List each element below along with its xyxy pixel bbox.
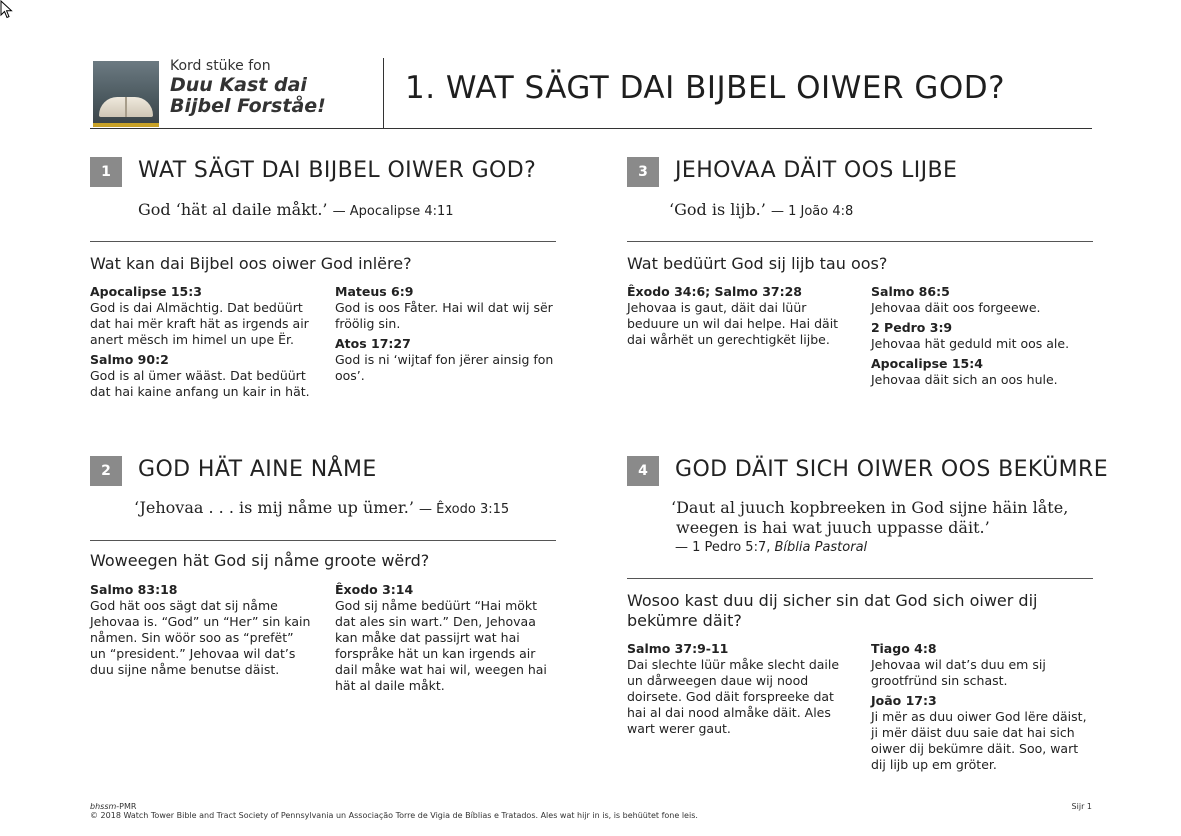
references-left (627, 284, 847, 352)
quote-reference (671, 538, 1068, 558)
reference-text: God hät oos sägt dat sij nåme Jehovaa is. “God” un “Her” sin kain nåmen. Sin wöör soo as “prefët” un “president.” Jehovaa wil dat’s duu sijne nåme benutse däist. (90, 598, 311, 677)
reference-text: Jehovaa däit sich an oos hule. (871, 372, 1058, 387)
quote-reference: — Êxodo 3:15 (419, 502, 510, 517)
reference-title: Salmo 37:9-11 (627, 641, 729, 656)
reference-item (90, 284, 322, 348)
reference-item (335, 284, 556, 332)
references-right (871, 641, 1093, 777)
section-number: 4 (627, 456, 659, 486)
quote-text: God ‘hät al daile måkt.’ (138, 200, 328, 219)
references-left (627, 641, 842, 741)
section-question: Woweegen hät God sij nåme groote wërd? (90, 551, 430, 570)
quote-reference: — Apocalipse 4:11 (332, 204, 454, 219)
quote-text-line: ‘Daut al juuch kopbreeken in God sijne häin låte, (671, 498, 1069, 517)
reference-title: Salmo 90:2 (90, 352, 169, 367)
references-right (335, 284, 556, 388)
quote-reference-prefix: — 1 Pedro 5:7, (675, 540, 775, 555)
publication-code-suffix: -PMR (116, 802, 137, 811)
bible-book-logo (93, 61, 159, 127)
page-title: 1. WAT SÄGT DAI BIJBEL OIWER GOD? (405, 70, 1006, 106)
section-number: 2 (90, 456, 122, 486)
quote-reference: — 1 João 4:8 (770, 204, 854, 219)
section-rule (90, 540, 556, 541)
section-title: JEHOVAA DÄIT OOS LIJBE (675, 158, 958, 183)
publication-code (90, 802, 1092, 811)
publication-code-main: bhssm (90, 802, 117, 811)
reference-item (871, 356, 1093, 388)
reference-item (335, 582, 556, 694)
header-divider (383, 58, 384, 128)
section-title: WAT SÄGT DAI BIJBEL OIWER GOD? (138, 158, 537, 183)
reference-item (335, 336, 556, 384)
reference-item (627, 284, 847, 348)
reference-text: God is oos Fåter. Hai wil dat wij sër fröölig sin. (335, 300, 553, 331)
reference-title: Mateus 6:9 (335, 284, 414, 299)
publication-brand (170, 58, 330, 117)
reference-item (90, 582, 312, 678)
references-left (90, 582, 312, 682)
section-question: Wosoo kast duu dij sicher sin dat God sich oiwer dij bekümre däit? (627, 591, 1038, 630)
reference-text: God is dai Almächtig. Dat bedüürt dat hai mër kraft hät as irgends air anert mësch im himel un upe Ër. (90, 300, 309, 347)
section-question: Wat bedüürt God sij lijb tau oos? (627, 254, 888, 273)
reference-text: Jehovaa hät geduld mit oos ale. (871, 336, 1070, 351)
page-number: Sijr 1 (1071, 802, 1092, 811)
quote-reference-source: Bíblia Pastoral (774, 540, 868, 555)
section-rule (627, 578, 1093, 579)
references-right (871, 284, 1093, 392)
reference-text: God is ni ‘wijtaf fon jërer ainsig fon oos’. (335, 352, 554, 383)
scripture-quote (669, 200, 853, 219)
publication-title: Duu Kast dai Bijbel Forståe! (170, 74, 326, 117)
references-left (90, 284, 322, 404)
reference-title: Êxodo 3:14 (335, 582, 414, 597)
quote-text-line: weegen is hai wat juuch uppasse däit.’ (676, 518, 990, 537)
reference-title: 2 Pedro 3:9 (871, 320, 953, 335)
quote-text: ‘Jehovaa . . . is mij nåme up ümer.’ (134, 498, 414, 517)
reference-title: Apocalipse 15:3 (90, 284, 202, 299)
reference-title: Êxodo 34:6; Salmo 37:28 (627, 284, 802, 299)
section-title: GOD DÄIT SICH OIWER OOS BEKÜMRE (675, 457, 1108, 482)
brand-subtitle: Kord stüke fon (170, 58, 271, 74)
reference-title: Tiago 4:8 (871, 641, 937, 656)
reference-item (871, 693, 1093, 773)
reference-text: God sij nåme bedüürt “Hai mökt dat ales sin wart.” Den, Jehovaa kan måke dat passijrt wat hai forspråke hät un kan irgends air dail måke wat hai wil, weegen hai hät al daile måkt. (335, 598, 547, 693)
reference-title: Apocalipse 15:4 (871, 356, 983, 371)
scripture-quote (671, 498, 1068, 558)
reference-text: Jehovaa is gaut, däit dai lüür beduure un wil dai helpe. Hai däit dai wårhët un gerechtigkët lijbe. (627, 300, 839, 347)
copyright-text: © 2018 Watch Tower Bible and Tract Society of Pennsylvania un Associação Torre de Vigia de Bíblias e Tratados. Ales wat hijr in is, is behüütet fone leis. (90, 811, 698, 820)
section-title: GOD HÄT AINE NÅME (138, 457, 377, 482)
reference-text: God is al ümer wääst. Dat bedüürt dat hai kaine anfang un kair in hät. (90, 368, 310, 399)
section-rule (90, 241, 556, 242)
reference-title: Salmo 86:5 (871, 284, 950, 299)
section-question: Wat kan dai Bijbel oos oiwer God inlëre? (90, 254, 412, 273)
reference-text: Jehovaa wil dat’s duu em sij grootfründ sin schast. (871, 657, 1046, 688)
reference-item (90, 352, 322, 400)
section-number: 1 (90, 157, 122, 187)
reference-item (871, 320, 1093, 352)
section-number: 3 (627, 157, 659, 187)
reference-title: Salmo 83:18 (90, 582, 178, 597)
reference-text: Ji mër as duu oiwer God lëre däist, ji mër däist duu saie dat hai sich oiwer dij bekümre däit. Soo, wart dij lijb up em gröter. (871, 709, 1087, 772)
section-rule (627, 241, 1093, 242)
scripture-quote (134, 498, 509, 517)
reference-text: Jehovaa däit oos forgeewe. (871, 300, 1041, 315)
reference-title: João 17:3 (871, 693, 937, 708)
mouse-cursor-icon (0, 0, 14, 20)
reference-item (627, 641, 842, 737)
reference-title: Atos 17:27 (335, 336, 411, 351)
reference-text: Dai slechte lüür måke slecht daile un dårweegen daue wij nood doirsete. God däit forspreeke dat hai al dai nood almåke däit. Ales wart werer gaut. (627, 657, 840, 736)
reference-item (871, 641, 1093, 689)
page-footer (90, 802, 1092, 820)
page-header (90, 58, 1092, 129)
reference-item (871, 284, 1093, 316)
references-right (335, 582, 556, 698)
quote-text: ‘God is lijb.’ (669, 200, 766, 219)
scripture-quote (138, 200, 454, 219)
